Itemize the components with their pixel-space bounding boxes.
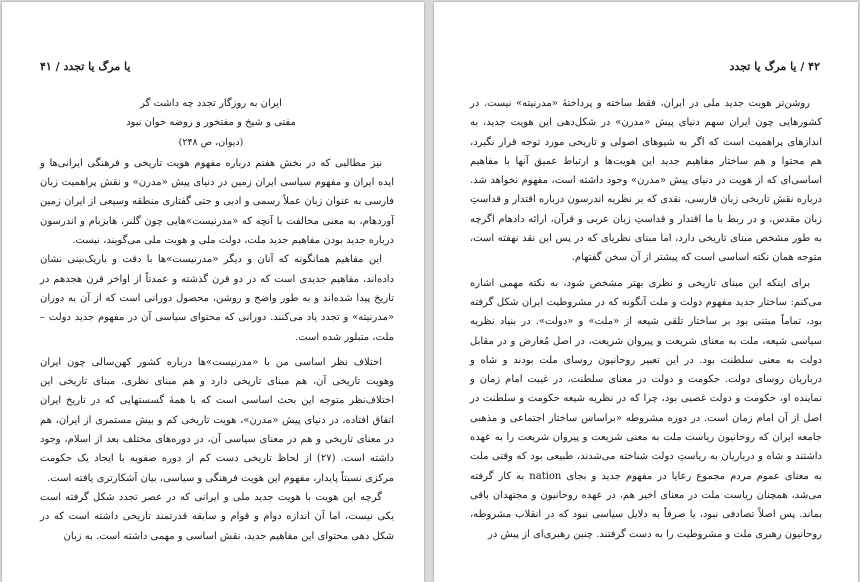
right-page-header: ۴۲ / یا مرگ یا تجدد	[729, 60, 820, 73]
paragraph: این مفاهیم همانگونه که آنان و دیگر «مدرنیست»ها با دقت و باریک‌بینی نشان داده‌اند، مفاهیم جدیدی است که در دو قرن گذشته و عمدتاً از اواخر قرن هجدهم در تاریخ پیدا شده‌اند و به طور واضح و روشن، محصول دورانی است که از آن به دوران «مدرنیته» و تجدد یاد می‌کنند. دورانی که محتوای سیاسی آن در مفهوم جدید دولت – ملت، متبلور شده است.	[40, 254, 394, 343]
verse-line-2: مفتی و شیخ و مفتخور و روضه خوان نبود	[126, 117, 296, 129]
paragraph: روشن‌تر هویت جدید ملی در ایران، فقط ساخته و پرداختهٔ «مدرنیته» نیست. در کشورهایی چون ایران سهم دنیای پیش «مدرن» در شکل‌دهی این هویت جدید، به اندازهای پراهمیت است که اگر به شیوهای اصولی و تاریخی مورد توجه قرار نگیرد، هم محتوا و هم ساختار مفاهیم جدید این هویت‌ها و ارتباط عمیق آنها با مفاهیم اساسی‌ای که از هویت در دنیای پیش «مدرن» وجود داشته است، مفهوم نخواهد شد. درباره نقش تاریخی زبان فارسی، نقدی که بر نظریه اندرسون درباره اقتدار و قداستِ زبان مقدس، و در ربط با ما اقتدار و قداستِ زبان عربی و قرآن، ارائه دادهام اگرچه به طور مشخص مبنای تاریخی دارد، اما مبنای نظریای که در پس این نقد نهفته است، متوجه همان نکته اساسی است که پیشتر از آن سخن گفتهام.	[470, 98, 822, 264]
verse-citation: (دیوان، ص ۲۴۸)	[178, 136, 244, 148]
left-page	[2, 2, 424, 582]
paragraph: برای اینکه این مبنای تاریخی و نظری بهتر مشخص شود، به نکته مهمی اشاره می‌کنم: ساختار جدید مفهوم دولت و ملت آنگونه که در مشروطیت ایران شکل گرفته بود، تماماً مبتنی بود بر ساختار تلقی شیعه از «ملت» و «دولت». در بنیاد نظریه سیاسی شیعه، ملت به معنای شریعت و پیروان شریعت، در اصل مُعارض و در مقابل دولت به معنی سلطنت بود. در این تعبیر روحانیون روسای ملت بودند و شاه و درباریان روسای دولت. حکومت و دولت در معنای سلطنت، در غیبت امام زمان و نماینده او، حکومت و دولت غصبی بود، چرا که در نظریه شیعه حکومت و سلطنت در اصل از آن امام زمان است. در دوره مشروطه «براساس ساختار اجتماعی و مذهبی جامعه ایران که روحانیون ریاست ملت به معنی شریعت و پیروان شریعت را به عهده داشتند و شاه و درباریان به ریاستِ دولت شناخته می‌شدند، طبیعی بود که وقتی ملت به معنای عموم مردم مجموع رعایا در مفهوم جدید و بجای nation به کار گرفته می‌شد، همچنان ریاست ملت در معنای اخیر هم، در عهده روحانیون و مجتهدان باقی بماند. پس اصلاً تصادفی نبود، یا صرفاً به دلایل سیاسی نبود که در انقلاب مشروطه، روحانیون رهبری ملت و مشروطیت را به دست گرفتند. چنین رهبری‌ای از پیش در	[470, 277, 822, 540]
right-page	[434, 2, 858, 582]
verse-line-1: ایران به روزگار تجدد چه داشت گر	[140, 98, 282, 109]
left-page-header: یا مرگ یا تجدد / ۴۱	[40, 60, 131, 73]
poem-quote	[40, 94, 394, 152]
left-page-body	[40, 94, 394, 546]
paragraph: اختلاف نظر اساسی من با «مدرنیست»ها درباره کشور کهن‌سالی چون ایران وهویت تاریخی آن، هم مبنای تاریخی دارد و هم مبنای نظری. مبنای تاریخی این اختلاف‌نظر متوجه این بحث اساسی است که با همهٔ گسستهایی که در تاریخ ایران اتفاق افتاده، در دنیای پیش «مدرن»، هویت تاریخی کم و بیش مستمری از ایران، هم در معنای تاریخی و هم در معنای سیاسی آن، در دوره‌های مختلف بعد از اسلام، وجود داشته است. (۲۷) از لحاظ تاریخی دست کم از دوره صفویه با ایجاد یک حکومت مرکزی نسبتاً پایدار، مفهوم این هویت فرهنگی و سیاسی، بیان آشکارتری یافته است.	[40, 356, 395, 484]
paragraph: نیز مطالبی که در بخش هفتم درباره مفهوم هویت تاریخی و فرهنگی ایرانی‌ها و ایده ایران و مفهوم سیاسی ایران زمین در دنیای پیش «مدرن» و نقش پراهمیت زبان فارسی به عنوان زبان عملاً رسمی و ادبی و حتی گفتاری منطقه وسیعی از ایران زمین آوردهام، به معنی مخالفت با آنچه که «مدرنیست»هایی چون گلنر، هابزبام و اندرسون درباره جدید بودن مفاهیم جدید ملت، دولت ملی و هویت ملی می‌گویند، نیست.	[40, 157, 394, 247]
page-gutter	[424, 0, 434, 582]
paragraph: گرچه این هویت با هویت جدید ملی و ایرانی که در عصر تجدد شکل گرفته است یکی نیست، اما آن اندازه دوام و قوام و سابقه قدرتمند تاریخی داشته است که در شکل دهی محتوای این مفاهیم جدید، نقش اساسی و مهمی داشته است. به زبان	[40, 491, 394, 542]
right-page-body	[470, 94, 822, 544]
